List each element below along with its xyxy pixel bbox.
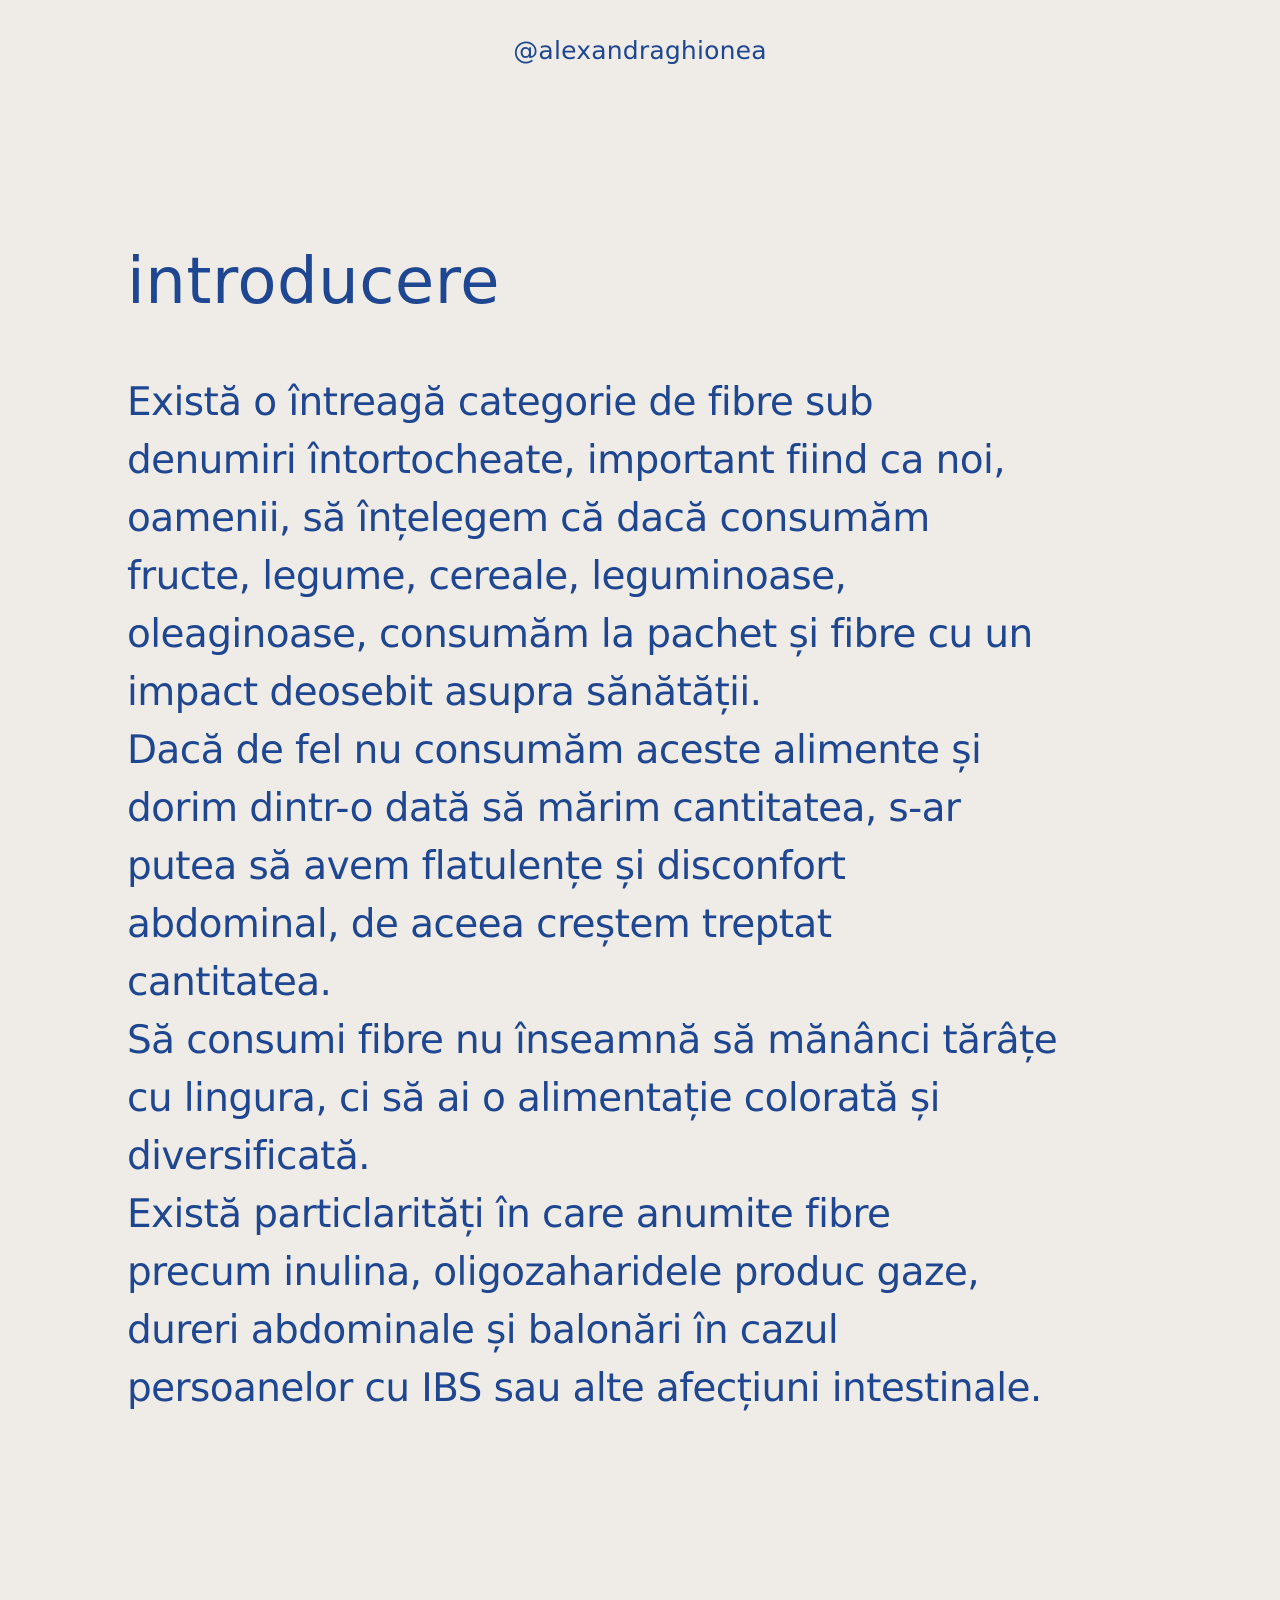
body-text [127, 374, 1167, 1418]
body-line: dorim dintr-o dată să mărim cantitatea, s-ar [127, 786, 961, 831]
body-line: persoanelor cu IBS sau alte afecțiuni intestinale. [127, 1366, 1042, 1411]
body-line: cu lingura, ci să ai o alimentație colorată și [127, 1076, 940, 1121]
body-line: Există o întreagă categorie de fibre sub [127, 380, 874, 425]
body-line: dureri abdominale și balonări în cazul [127, 1308, 839, 1353]
body-line: Există particlarități în care anumite fibre [127, 1192, 891, 1237]
body-line: Să consumi fibre nu înseamnă să mănânci tărâțe [127, 1018, 1058, 1063]
body-line: oleaginoase, consumăm la pachet și fibre cu un [127, 612, 1033, 657]
body-line: impact deosebit asupra sănătății. [127, 670, 762, 715]
body-line: cantitatea. [127, 960, 332, 1005]
body-line: Dacă de fel nu consumăm aceste alimente și [127, 728, 982, 773]
page-title: introducere [127, 245, 501, 319]
body-line: abdominal, de aceea creștem treptat [127, 902, 832, 947]
author-handle: @alexandraghionea [513, 36, 767, 65]
body-line: fructe, legume, cereale, leguminoase, [127, 554, 847, 599]
body-line: oamenii, să înțelegem că dacă consumăm [127, 496, 930, 541]
body-line: diversificată. [127, 1134, 370, 1179]
body-line: putea să avem flatulențe și disconfort [127, 844, 846, 889]
body-line: precum inulina, oligozaharidele produc gaze, [127, 1250, 980, 1295]
body-line: denumiri întortocheate, important fiind ca noi, [127, 438, 1005, 483]
